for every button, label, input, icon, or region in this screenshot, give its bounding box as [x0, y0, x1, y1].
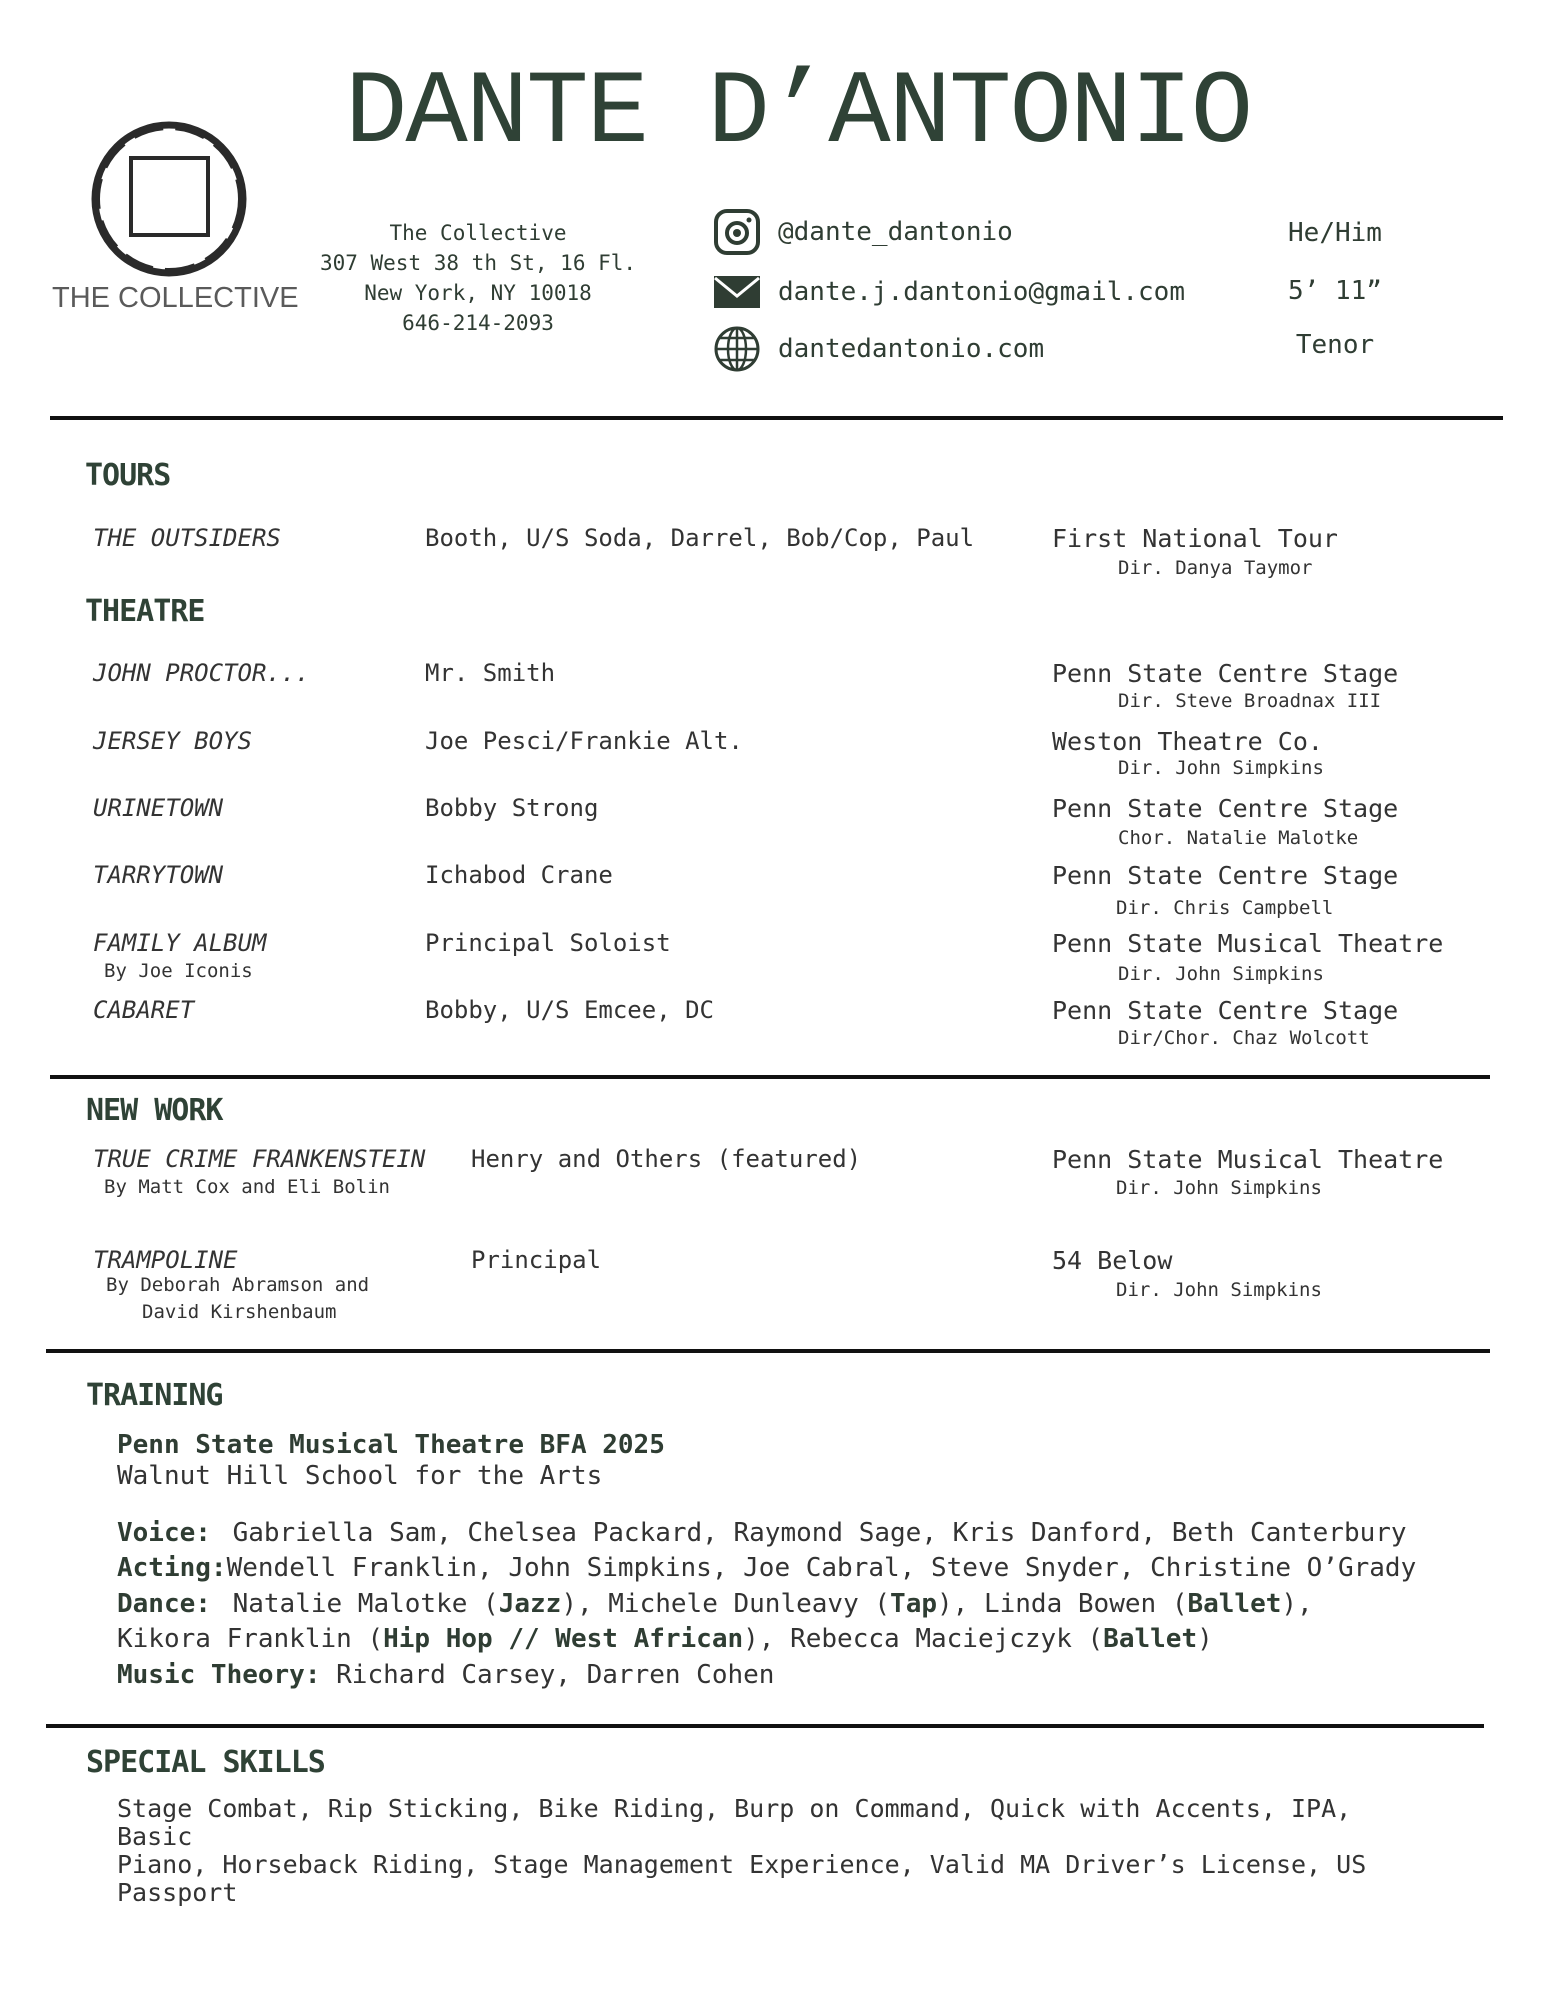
theatre-role: Principal Soloist	[425, 929, 671, 957]
new-work-show-title: TRUE CRIME FRANKENSTEIN	[93, 1145, 426, 1173]
training-dance-text: )	[1197, 1624, 1213, 1654]
divider-theatre	[50, 1075, 1490, 1079]
training-acting-teachers: Wendell Franklin, John Simpkins, Joe Cabral, Steve Snyder, Christine O’Grady	[226, 1553, 1417, 1583]
training-dance-label: Dance:	[117, 1589, 211, 1619]
special-skills-line: Passport	[117, 1878, 238, 1907]
tour-venue: First National Tour	[1052, 524, 1338, 553]
new-work-show-credit: By Deborah Abramson and	[106, 1274, 370, 1296]
agency-address-line1: 307 West 38 th St, 16 Fl.	[319, 251, 637, 275]
theatre-role: Bobby Strong	[425, 794, 599, 822]
theatre-director: Dir. Steve Broadnax III	[1118, 690, 1382, 712]
training-dance-text: ), Rebecca Maciejczyk (	[743, 1624, 1104, 1654]
training-dance-style: Ballet	[1187, 1589, 1282, 1619]
theatre-role: Mr. Smith	[425, 659, 556, 687]
special-skills-list	[117, 1795, 1377, 1907]
performer-name: DANTE D’ANTONIO	[345, 55, 1252, 173]
training-dance-text: Kikora Franklin (	[117, 1624, 384, 1654]
training-heading: TRAINING	[86, 1378, 223, 1413]
training-dance	[117, 1589, 1313, 1619]
divider-header	[50, 416, 1503, 420]
special-skills-line: Piano, Horseback Riding, Stage Management Experience, Valid MA Driver’s License, US	[117, 1850, 1367, 1879]
website-url[interactable]: dantedantonio.com	[778, 334, 1045, 364]
tours-heading: TOURS	[85, 458, 171, 493]
theatre-show-title: TARRYTOWN	[93, 861, 224, 889]
tour-director: Dir. Danya Taymor	[1118, 557, 1313, 579]
theatre-show-credit: By Joe Iconis	[104, 960, 253, 982]
special-skills-heading: SPECIAL SKILLS	[86, 1745, 325, 1780]
training-dance-style: Tap	[890, 1589, 938, 1619]
training-music-teachers: Richard Carsey, Darren Cohen	[336, 1660, 775, 1690]
training-dance-style: Hip Hop // West African	[383, 1624, 744, 1654]
special-skills-line: Stage Combat, Rip Sticking, Bike Riding, Burp on Command, Quick with Accents, IPA, Basic	[117, 1794, 1352, 1851]
training-music-label: Music Theory:	[117, 1660, 321, 1690]
theatre-show-title: CABARET	[93, 996, 195, 1024]
theatre-role: Joe Pesci/Frankie Alt.	[425, 727, 743, 755]
training-dance-text: ),	[1281, 1589, 1313, 1619]
email-contact[interactable]	[712, 266, 1185, 318]
theatre-role: Ichabod Crane	[425, 861, 613, 889]
training-dance-style: Jazz	[498, 1589, 562, 1619]
mail-icon	[712, 267, 762, 317]
new-work-venue: 54 Below	[1052, 1246, 1173, 1275]
new-work-role: Principal	[471, 1246, 602, 1274]
theatre-venue: Penn State Musical Theatre	[1052, 929, 1444, 958]
theatre-venue: Penn State Centre Stage	[1052, 996, 1399, 1025]
new-work-show-credit-cont: David Kirshenbaum	[142, 1301, 337, 1323]
training-dance-text: ), Michele Dunleavy (	[561, 1589, 891, 1619]
voice-type: Tenor	[1295, 330, 1375, 360]
collective-logo	[88, 118, 250, 280]
divider-training	[46, 1724, 1484, 1728]
training-acting-label: Acting:	[117, 1553, 227, 1583]
theatre-heading: THEATRE	[85, 594, 205, 629]
new-work-heading: NEW WORK	[86, 1093, 223, 1128]
theatre-director: Dir. Chris Campbell	[1116, 897, 1334, 919]
email-address[interactable]: dante.j.dantonio@gmail.com	[778, 277, 1185, 307]
new-work-director: Dir. John Simpkins	[1116, 1279, 1322, 1301]
training-dance-text: Natalie Malotke (	[232, 1589, 499, 1619]
training-dance-text: ), Linda Bowen (	[937, 1589, 1188, 1619]
theatre-show-title: JERSEY BOYS	[93, 727, 252, 755]
training-voice-label: Voice:	[117, 1518, 211, 1548]
training-school-secondary: Walnut Hill School for the Arts	[117, 1461, 603, 1491]
new-work-role: Henry and Others (featured)	[471, 1145, 862, 1173]
agency-address-line2: New York, NY 10018	[364, 281, 592, 305]
height: 5’ 11”	[1288, 276, 1382, 306]
theatre-role: Bobby, U/S Emcee, DC	[425, 996, 714, 1024]
divider-new-work	[46, 1349, 1490, 1353]
tour-role: Booth, U/S Soda, Darrel, Bob/Cop, Paul	[425, 524, 975, 552]
theatre-venue: Penn State Centre Stage	[1052, 794, 1399, 823]
theatre-venue: Penn State Centre Stage	[1052, 659, 1399, 688]
agency-phone: 646-214-2093	[402, 311, 554, 335]
collective-logo-mark	[88, 118, 250, 280]
theatre-show-title: FAMILY ALBUM	[93, 929, 267, 957]
training-music-theory	[117, 1660, 774, 1690]
theatre-director: Chor. Natalie Malotke	[1118, 827, 1359, 849]
training-dance-cont	[117, 1624, 1213, 1654]
instagram-contact[interactable]	[712, 206, 1013, 258]
theatre-venue: Weston Theatre Co.	[1052, 727, 1323, 756]
training-voice	[117, 1518, 1407, 1548]
tour-show-title: THE OUTSIDERS	[93, 524, 281, 552]
agency-name: The Collective	[389, 221, 567, 245]
training-school-primary: Penn State Musical Theatre BFA 2025	[117, 1430, 665, 1460]
agency-block	[318, 218, 638, 338]
new-work-show-credit: By Matt Cox and Eli Bolin	[104, 1176, 390, 1198]
training-voice-teachers: Gabriella Sam, Chelsea Packard, Raymond Sage, Kris Danford, Beth Canterbury	[232, 1518, 1407, 1548]
new-work-director: Dir. John Simpkins	[1116, 1177, 1322, 1199]
new-work-show-title: TRAMPOLINE	[93, 1246, 238, 1274]
pronouns: He/Him	[1288, 218, 1382, 248]
globe-icon	[712, 324, 762, 374]
instagram-icon	[712, 207, 762, 257]
theatre-venue: Penn State Centre Stage	[1052, 861, 1399, 890]
training-acting	[117, 1553, 1416, 1583]
theatre-director: Dir/Chor. Chaz Wolcott	[1118, 1027, 1370, 1049]
theatre-director: Dir. John Simpkins	[1118, 963, 1324, 985]
instagram-handle[interactable]: @dante_dantonio	[778, 217, 1013, 247]
training-dance-style: Ballet	[1103, 1624, 1198, 1654]
theatre-show-title: URINETOWN	[93, 794, 224, 822]
logo-text: THE COLLECTIVE	[52, 282, 299, 314]
theatre-show-title: JOHN PROCTOR...	[93, 659, 310, 687]
theatre-director: Dir. John Simpkins	[1118, 757, 1324, 779]
new-work-venue: Penn State Musical Theatre	[1052, 1145, 1444, 1174]
website-contact[interactable]	[712, 323, 1044, 375]
